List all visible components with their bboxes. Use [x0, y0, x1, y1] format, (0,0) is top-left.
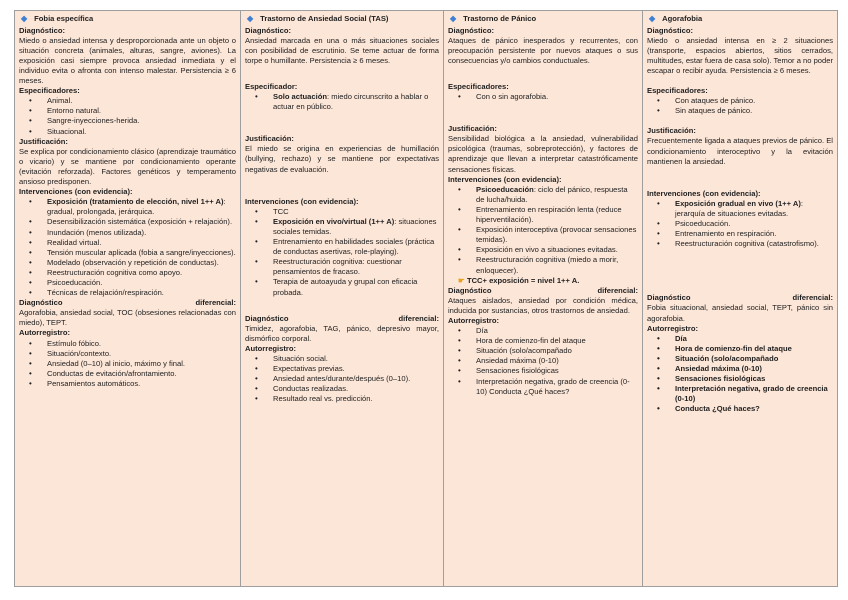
list-item: • Situación (solo/acompañado — [657, 354, 833, 364]
list-item: • Interpretación negativa, grado de creencia (0-10) Conducta ¿Qué haces? — [458, 377, 638, 397]
list-item: • Conductas realizadas. — [255, 384, 439, 394]
diagnostico-heading: Diagnóstico: — [647, 25, 693, 35]
diferencial-text: Agorafobia, ansiedad social, TOC (obsesiones relacionadas con miedo), TEPT. — [19, 308, 236, 328]
justificacion-text: Se explica por condicionamiento clásico (aprendizaje traumático o vicario) y se mantiene por condicionamiento operante (evitación reforzada). Factores genéticos y temperamento ansioso predisponen. — [19, 146, 236, 187]
pointing-hand-icon: ☛ — [458, 275, 465, 285]
list-item: • Hora de comienzo-fin del ataque — [657, 344, 833, 354]
list-item: • Exposición gradual en vivo (1++ A): jerarquía de situaciones evitadas. — [657, 199, 833, 219]
diamond-bullet-icon: ◆ — [247, 14, 254, 23]
list-item: • Ansiedad máxima (0-10) — [458, 356, 638, 366]
list-item: • Expectativas previas. — [255, 364, 439, 374]
list-item: • Reestructuración cognitiva: cuestionar pensamientos de fracaso. — [255, 257, 439, 277]
list-item: • Entrenamiento en respiración. — [657, 229, 833, 239]
especificadores-heading: Especificadores: — [448, 82, 509, 91]
list-item: • Día — [458, 326, 638, 336]
list-item: • Terapia de autoayuda y grupal con eficacia probada. — [255, 277, 439, 297]
column-title: ◆ Agorafobia — [649, 14, 703, 24]
justificacion-text: El miedo se origina en experiencias de humillación (bullying, rechazo) y se mantiene por expectativas negativas de evaluación. — [245, 144, 439, 174]
autorregistro-heading: Autorregistro: — [245, 343, 297, 353]
especificador-heading: Especificador: — [245, 82, 298, 91]
diamond-bullet-icon: ◆ — [21, 14, 28, 23]
list-item: • Técnicas de relajación/respiración. — [29, 288, 236, 298]
list-item: • Realidad virtual. — [29, 238, 236, 248]
list-item: • Sensaciones fisiológicas — [657, 374, 833, 384]
list-item: • Conductas de evitación/afrontamiento. — [29, 369, 236, 379]
especificadores-list — [19, 96, 236, 136]
list-item: • Solo actuación: miedo circunscrito a hablar o actuar en público. — [255, 92, 439, 112]
diagnostico-text: Ataques de pánico inesperados y recurrentes, con preocupación persistente por nuevos ataques o sus consecuencias y/o cambios conductuales. — [448, 35, 638, 65]
justificacion-heading: Justificación: — [647, 126, 696, 136]
column-fobia-especifica — [15, 11, 241, 586]
list-item: • Exposición en vivo a situaciones evitadas. — [458, 245, 638, 255]
justificacion-text: Frecuentemente ligada a ataques previos de pánico. El condicionamiento interoceptivo y la evitación mantienen la ansiedad. — [647, 136, 833, 166]
list-item: • Situación (solo/acompañado — [458, 346, 638, 356]
autorregistro-heading: Autorregistro: — [647, 323, 699, 333]
list-item: • Reestructuración cognitiva (catastrofismo). — [657, 239, 833, 249]
list-item: • Psicoeducación. — [29, 278, 236, 288]
intervenciones-heading: Intervenciones (con evidencia): — [19, 187, 133, 197]
intervenciones-list — [647, 199, 833, 249]
list-item: • TCC — [255, 207, 439, 217]
diagnostico-text: Ansiedad marcada en una o más situaciones sociales con posibilidad de escrutinio. Se teme actuar de forma torpe o humillante. Persistencia ≥ 6 meses. — [245, 35, 439, 65]
intervenciones-heading: Intervenciones (con evidencia): — [245, 196, 359, 206]
list-item: • Psicoeducación. — [657, 219, 833, 229]
autorregistro-list — [448, 326, 638, 397]
list-item: • Ansiedad (0–10) al inicio, máximo y final. — [29, 359, 236, 369]
diagnostico-heading: Diagnóstico: — [448, 25, 494, 35]
list-item: • Resultado real vs. predicción. — [255, 394, 439, 404]
list-item: • Ansiedad máxima (0-10) — [657, 364, 833, 374]
column-title: ◆ Trastorno de Pánico — [450, 14, 537, 24]
list-item: • Conducta ¿Qué haces? — [657, 404, 833, 414]
list-item: • Situación/contexto. — [29, 349, 236, 359]
list-item: • Sin ataques de pánico. — [657, 106, 833, 116]
list-item: • Entrenamiento en habilidades sociales (práctica de conductas asertivas, role-playing). — [255, 237, 439, 257]
diferencial-text: Timidez, agorafobia, TAG, pánico, depresivo mayor, dismórfico corporal. — [245, 323, 439, 343]
diagnostico-heading: Diagnóstico: — [19, 25, 65, 35]
autorregistro-list — [647, 334, 833, 415]
especificadores-heading: Especificadores: — [19, 86, 80, 96]
diagnostico-text: Miedo o ansiedad intensa y desproporcionada ante un objeto o situación concreta (animales, alturas, sangre, aviones). La exposición casi siempre provoca ansiedad inmediata y el individuo evita o afronta con intenso malestar. Persistencia ≥ 6 meses. — [19, 35, 236, 86]
justificacion-text: Sensibilidad biológica a la ansiedad, vulnerabilidad psicológica (traumas, sobreprotección), y factores de aprendizaje que llevan a interpretar catastróficamente sensaciones físicas. — [448, 134, 638, 174]
column-title: ◆ Trastorno de Ansiedad Social (TAS) — [247, 14, 389, 24]
list-item: • Inundación (menos utilizada). — [29, 228, 236, 238]
list-item: • Hora de comienzo-fin del ataque — [458, 336, 638, 346]
especificadores-list — [448, 92, 638, 102]
column-agorafobia — [643, 11, 837, 586]
list-item: • Ansiedad antes/durante/después (0–10). — [255, 374, 439, 384]
list-item: • Tensión muscular aplicada (fobia a sangre/inyecciones). — [29, 248, 236, 258]
list-item: • Situación social. — [255, 354, 439, 364]
autorregistro-list — [245, 354, 439, 404]
list-item: • Reestructuración cognitiva como apoyo. — [29, 268, 236, 278]
list-item: • Animal. — [29, 96, 236, 106]
list-item: • Entrenamiento en respiración lenta (reduce hiperventilación). — [458, 205, 638, 225]
list-item: • Sensaciones fisiológicas — [458, 366, 638, 376]
especificador-list — [245, 92, 439, 112]
list-item: • Con o sin agorafobia. — [458, 92, 638, 102]
column-ansiedad-social — [241, 11, 444, 586]
intervenciones-list — [19, 197, 236, 298]
list-item: • Desensibilización sistemática (exposición + relajación). — [29, 217, 236, 227]
diferencial-heading: Diagnóstico diferencial: — [19, 298, 236, 308]
especificadores-list — [647, 96, 833, 116]
comparison-table — [14, 10, 838, 587]
diagnostico-text: Miedo o ansiedad intensa en ≥ 2 situaciones (transporte, espacios abiertos, sitios cerrados, multitudes, estar fuera de casa solo). Temor a no poder escapar o recibir ayuda. Persistencia ≥ 6 meses. — [647, 35, 834, 75]
autorregistro-heading: Autorregistro: — [448, 315, 500, 325]
diamond-bullet-icon: ◆ — [450, 14, 457, 23]
autorregistro-list — [19, 339, 236, 389]
intervenciones-list — [245, 207, 439, 298]
justificacion-heading: Justificación: — [19, 136, 68, 146]
especificadores-heading: Especificadores: — [647, 86, 708, 96]
diferencial-text: Ataques aislados, ansiedad por condición médica, inducida por sustancias, otros trastornos de ansiedad. — [448, 295, 638, 315]
column-panico — [444, 11, 643, 586]
column-title: ◆ Fobia específica — [21, 14, 94, 24]
list-item: • Día — [657, 334, 833, 344]
list-item: • Sangre-inyecciones-herida. — [29, 116, 236, 126]
list-item: • Reestructuración cognitiva (miedo a morir, enloquecer). — [458, 255, 638, 275]
list-item: • Con ataques de pánico. — [657, 96, 833, 106]
list-item: • Entorno natural. — [29, 106, 236, 116]
list-item: • Exposición (tratamiento de elección, nivel 1++ A): gradual, prolongada, jerárquica. — [29, 197, 236, 217]
diferencial-heading: Diagnóstico diferencial: — [245, 313, 439, 323]
list-item: • Pensamientos automáticos. — [29, 379, 236, 389]
list-item: • Estímulo fóbico. — [29, 339, 236, 349]
list-item: • Exposición interoceptiva (provocar sensaciones temidas). — [458, 225, 638, 245]
list-item: • Situacional. — [29, 127, 236, 137]
intervenciones-list — [448, 185, 638, 276]
list-item: • Interpretación negativa, grado de creencia (0-10) — [657, 384, 833, 404]
diferencial-heading: Diagnóstico diferencial: — [448, 285, 638, 295]
diferencial-text: Fobia situacional, ansiedad social, TEPT, pánico sin agorafobia. — [647, 303, 833, 323]
autorregistro-heading: Autorregistro: — [19, 328, 71, 338]
evidence-note: ☛ TCC+ exposición = nivel 1++ A. — [458, 275, 580, 285]
diagnostico-heading: Diagnóstico: — [245, 25, 291, 35]
justificacion-heading: Justificación: — [448, 124, 497, 134]
diamond-bullet-icon: ◆ — [649, 14, 656, 23]
justificacion-heading: Justificación: — [245, 134, 294, 144]
intervenciones-heading: Intervenciones (con evidencia): — [448, 174, 562, 184]
diferencial-heading: Diagnóstico diferencial: — [647, 293, 833, 303]
intervenciones-heading: Intervenciones (con evidencia): — [647, 188, 761, 198]
list-item: • Psicoeducación: ciclo del pánico, respuesta de lucha/huida. — [458, 185, 638, 205]
list-item: • Modelado (observación y repetición de conductas). — [29, 258, 236, 268]
list-item: • Exposición en vivo/virtual (1++ A): situaciones sociales temidas. — [255, 217, 439, 237]
